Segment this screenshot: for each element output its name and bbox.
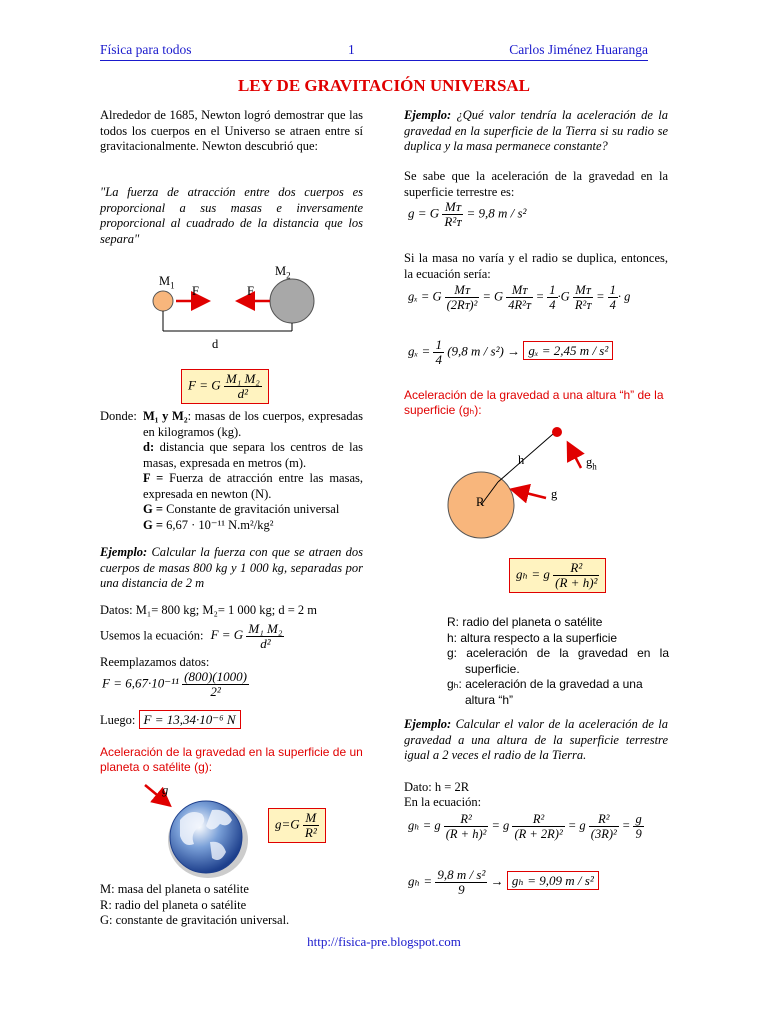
example-2-known: Se sabe que la aceleración de la gravedad en la superficie terrestre es: — [404, 169, 668, 199]
doubled-radius-equation: gₓ = G $\frac{\text{Mᴛ}}{\text{(2Rᴛ)²}}$ = G $\frac{\text{Mᴛ}}{\text{4R²ᴛ}}$ = $\frac{1}{4}$ ·G $\frac{\text{Mᴛ}}{\text{R²ᴛ}}$ = $\frac{1}{4}$ · g — [408, 283, 631, 312]
example-3-equation: gₕ = g $\frac{\text{R²}}{\text{(R + h)²}}$ = g $\frac{\text{R²}}{\text{(R + 2R)²}}$ = g $\frac{\text{R²}}{\text{(3R)²}}$ = $\frac{g}{9}$ — [408, 812, 642, 841]
example-3: Ejemplo: Calcular el valor de la aceleración de la gravedad a una altura de la superficie terrestre igual a 2 veces el radio de la Tierra. — [404, 717, 668, 762]
header-page-number: 1 — [348, 42, 355, 57]
mass-2-label: $M_2$ — [275, 264, 291, 281]
example-2-result: gₓ = 2,45 m / s² — [523, 341, 613, 360]
height-line — [498, 434, 553, 482]
page-header — [100, 42, 648, 61]
force-label-right: F — [247, 284, 254, 298]
example-2-condition: Si la masa no varía y el radio se duplica, entonces, la ecuación sería: — [404, 251, 668, 281]
footer-link[interactable]: http://fisica-pre.blogspot.com — [307, 934, 461, 949]
example-3-result: gₕ = 9,09 m / s² — [507, 871, 599, 890]
globe-diagram — [140, 780, 250, 880]
example-1-calculation: F = 6,67·10⁻¹¹ $\frac{(800)(1000)}{\text{2²}}$ — [102, 669, 247, 699]
example-3-in-equation: En la ecuación: — [404, 795, 482, 809]
mass-1-label: $M_1$ — [159, 274, 175, 291]
example-3-final-row: gₕ = $\frac{\text{9,8 m / s²}}{9}$ → gₕ = 9,09 m / s² — [408, 868, 599, 897]
example-3-dato: Dato: h = 2R — [404, 780, 470, 794]
law-quote: "La fuerza de atracción entre dos cuerpos es proporcional a sus masas e inversamente proporcional al cuadrado de la distancia que los separa" — [100, 185, 363, 246]
force-diagram — [140, 258, 340, 358]
planet-height-diagram — [440, 420, 620, 550]
gh-label: $g_h$ — [586, 455, 597, 472]
example-1-equation: Usemos la ecuación: F = G $\frac{\text{M₁ M₂}}{\text{d²}}$ — [100, 621, 283, 651]
gravitation-formula: F = G $\frac{\text{M₁ M₂}}{\text{d²}}$ — [181, 369, 269, 404]
force-label-left: F — [192, 284, 199, 298]
intro-paragraph: Alrededor de 1685, Newton logró demostrar que las todos los cuerpos en el Universo se atraen entre sí gravitacionalmente. Newton descubrió que: — [100, 108, 363, 153]
earth-gravity-equation: g = G $\frac{\text{Mᴛ}}{\text{R²ᴛ}}$ = 9,8 m / s² — [408, 199, 527, 229]
example-1-data: Datos: M₁= 800 kg; M₂= 1 000 kg; d = 2 m — [100, 603, 318, 617]
globe-g-label: g — [162, 783, 169, 797]
height-gravity-formula: gₕ = g $\frac{\text{R²}}{\text{(R + h)²}}$ — [509, 558, 606, 593]
example-1-result-row: Luego: F = 13,34·10⁻⁶ N — [100, 712, 241, 729]
donde-label: Donde: — [100, 409, 137, 423]
page-title: LEY DE GRAVITACIÓN UNIVERSAL — [237, 76, 531, 95]
surface-gravity-heading: Aceleración de la gravedad en la superficie de un planeta o satélite (g): — [100, 745, 363, 774]
surface-legend: M: masa del planeta o satélite R: radio del planeta o satélite G: constante de gravitación universal. — [100, 882, 290, 927]
g-arrow — [514, 490, 546, 498]
header-site-link[interactable]: Física para todos — [100, 42, 192, 57]
height-legend: R: radio del planeta o satélite h: altura respecto a la superficie g: aceleración de la gravedad en la superficie. gₕ: aceleración de la gravedad a una altura “h” — [447, 615, 669, 707]
definitions-list: M₁ y M₂: masas de los cuerpos, expresadas en kilogramos (kg). d: distancia que separa los centros de las masas, expresada en metros (m). F = Fuerza de atracción entre las masas, expresada en newton (N). G = Constante de gravitación universal G = 6,67 · 10⁻¹¹ N.m²/kg² — [143, 409, 363, 532]
example-1-result: F = 13,34·10⁻⁶ N — [139, 710, 241, 729]
radius-label: R — [476, 495, 485, 509]
gh-arrow — [569, 445, 581, 468]
g-label: g — [551, 487, 558, 501]
mass-2-circle — [270, 279, 314, 323]
surface-gravity-formula: g=G $\frac{M}{\text{R²}}$ — [268, 808, 326, 843]
example-2: Ejemplo: ¿Qué valor tendría la aceleración de la gravedad en la superficie de la Tierra si su radio se duplica y la masa permanece constante? — [404, 108, 668, 153]
height-label: h — [518, 453, 525, 467]
example-2-result-row: gₓ = $\frac{1}{4}$ (9,8 m / s²) → gₓ = 2,45 m / s² — [408, 338, 613, 367]
example-1: Ejemplo: Calcular la fuerza con que se atraen dos cuerpos de masas 800 kg y 1 000 kg, separadas por una distancia de 2 m — [100, 545, 363, 590]
header-author: Carlos Jiménez Huaranga — [509, 42, 648, 57]
height-gravity-heading: Aceleración de la gravedad a una altura “h” de la superficie (gₕ): — [404, 388, 664, 417]
object-dot — [552, 427, 562, 437]
mass-1-circle — [153, 291, 173, 311]
replace-label: Reemplazamos datos: — [100, 655, 210, 669]
distance-label: d — [212, 337, 219, 351]
